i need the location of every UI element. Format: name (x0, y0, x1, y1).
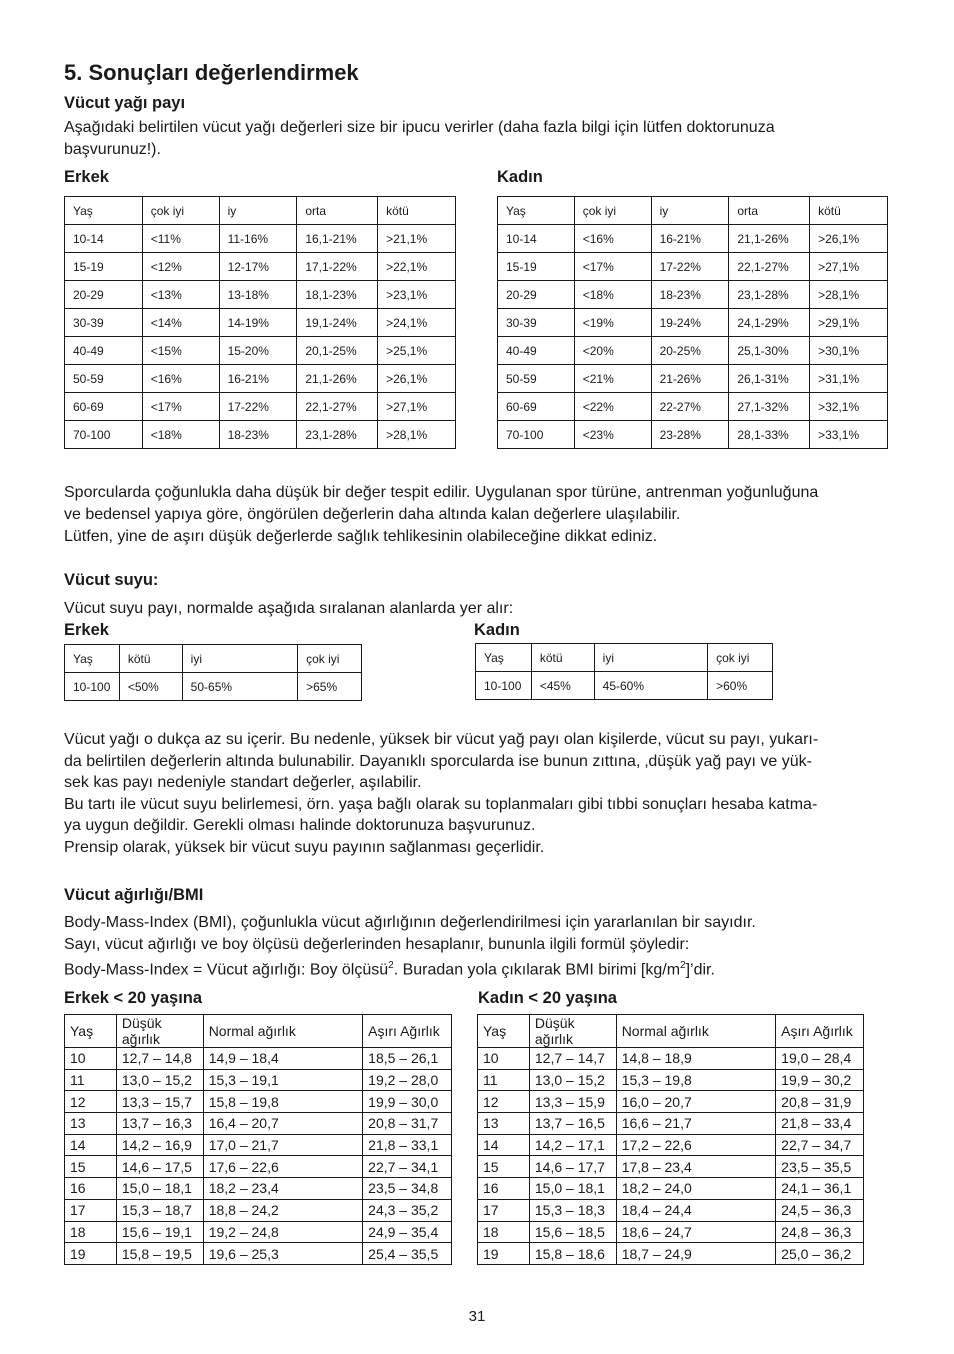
table-cell: 10-14 (65, 225, 143, 253)
bmi-male-table (64, 1014, 452, 1265)
table-cell: <19% (574, 309, 651, 337)
table-cell: 50-65% (182, 673, 297, 701)
table-cell: 15,3 – 19,1 (203, 1069, 362, 1091)
table-row (478, 1048, 864, 1070)
table-cell: 17,1-22% (297, 253, 378, 281)
column-header: çok iyi (708, 644, 773, 672)
table-row (498, 225, 888, 253)
table-cell: 12 (65, 1091, 117, 1113)
table-cell: 16 (478, 1178, 530, 1200)
table-cell: 12-17% (219, 253, 297, 281)
column-header: Aşırı Ağırlık (776, 1015, 864, 1048)
table-cell: 13,7 – 16,3 (116, 1113, 203, 1135)
water-text-line2: da belirtilen değerlerin altında bulunabilir. Dayanıklı sporcularda ise bunun zıttına, ‚düşük yağ payı ve yük- (64, 753, 812, 770)
bmi-heading: Vücut ağırlığı/BMI (64, 886, 204, 904)
table-row (65, 1178, 452, 1200)
table-cell: 18 (478, 1221, 530, 1243)
table-cell: 10 (65, 1048, 117, 1070)
table-cell: <16% (142, 365, 219, 393)
column-header: Normal ağırlık (203, 1015, 362, 1048)
table-cell: 15,8 – 19,8 (203, 1091, 362, 1113)
column-header: Düşük ağırlık (529, 1015, 616, 1048)
header-row (478, 1015, 864, 1048)
table-cell: <17% (142, 393, 219, 421)
table-cell: >65% (298, 673, 362, 701)
table-row (65, 1243, 452, 1265)
bmi-formula-sup2: 2 (680, 960, 686, 971)
table-cell: <12% (142, 253, 219, 281)
water-female-table (475, 643, 773, 700)
water-text-line6: Prensip olarak, yüksek bir vücut suyu payının sağlanması geçerlidir. (64, 839, 545, 856)
table-cell: <23% (574, 421, 651, 449)
header-row (65, 645, 362, 673)
table-cell: 16-21% (219, 365, 297, 393)
table-cell: >33,1% (810, 421, 888, 449)
column-header: Düşük ağırlık (116, 1015, 203, 1048)
table-cell: 17-22% (651, 253, 729, 281)
table-cell: 24,5 – 36,3 (776, 1199, 864, 1221)
table-cell: 11 (478, 1069, 530, 1091)
fat-female-table (497, 196, 888, 449)
table-cell: 19-24% (651, 309, 729, 337)
table-cell: 17,6 – 22,6 (203, 1156, 362, 1178)
bmi-formula-part1: Body-Mass-Index = Vücut ağırlığı: Boy ölçüsü (64, 961, 389, 979)
header-row (65, 197, 456, 225)
table-row (478, 1113, 864, 1135)
table-cell: <11% (142, 225, 219, 253)
table-cell: 15,0 – 18,1 (116, 1178, 203, 1200)
bmi-formula-part3: ]’dir. (685, 961, 715, 979)
table-cell: 24,9 – 35,4 (363, 1221, 452, 1243)
table-cell: >25,1% (378, 337, 456, 365)
table-cell: 17,8 – 23,4 (616, 1156, 775, 1178)
table-cell: 13 (478, 1113, 530, 1135)
column-header: orta (297, 197, 378, 225)
table-row (65, 1221, 452, 1243)
table-cell: <50% (119, 673, 182, 701)
column-header: kötü (378, 197, 456, 225)
table-cell: 18,2 – 23,4 (203, 1178, 362, 1200)
table-cell: 70-100 (498, 421, 575, 449)
table-cell: >27,1% (810, 253, 888, 281)
table-cell: 13,0 – 15,2 (529, 1069, 616, 1091)
table-row (478, 1091, 864, 1113)
table-row (65, 253, 456, 281)
table-row (498, 421, 888, 449)
table-cell: 30-39 (65, 309, 143, 337)
column-header: Yaş (476, 644, 532, 672)
table-cell: 16,0 – 20,7 (616, 1091, 775, 1113)
table-cell: 20,8 – 31,9 (776, 1091, 864, 1113)
bmi-formula-part2: . Buradan yola çıkılarak BMI birimi [kg/m (393, 961, 681, 979)
table-cell: 15,3 – 19,8 (616, 1069, 775, 1091)
table-row (478, 1156, 864, 1178)
table-cell: 20,8 – 31,7 (363, 1113, 452, 1135)
table-cell: 50-59 (498, 365, 575, 393)
table-cell: <13% (142, 281, 219, 309)
table-row (65, 337, 456, 365)
fat-male-table (64, 196, 456, 449)
column-header: çok iyi (298, 645, 362, 673)
column-header: çok iyi (142, 197, 219, 225)
column-header: iy (219, 197, 297, 225)
table-cell: 15,6 – 19,1 (116, 1221, 203, 1243)
table-row (65, 1199, 452, 1221)
table-row (65, 309, 456, 337)
table-cell: 20-29 (65, 281, 143, 309)
table-row (478, 1221, 864, 1243)
table-cell: 17,0 – 21,7 (203, 1134, 362, 1156)
table-row (478, 1178, 864, 1200)
column-header: kötü (119, 645, 182, 673)
column-header: Yaş (65, 197, 143, 225)
table-cell: 24,1 – 36,1 (776, 1178, 864, 1200)
table-cell: >24,1% (378, 309, 456, 337)
table-cell: 28,1-33% (729, 421, 810, 449)
table-cell: 19,9 – 30,2 (776, 1069, 864, 1091)
table-cell: 19,9 – 30,0 (363, 1091, 452, 1113)
table-cell: 60-69 (65, 393, 143, 421)
table-cell: 12,7 – 14,7 (529, 1048, 616, 1070)
table-row (65, 1091, 452, 1113)
table-cell: 14,2 – 16,9 (116, 1134, 203, 1156)
table-cell: >26,1% (378, 365, 456, 393)
table-cell: 23,5 – 35,5 (776, 1156, 864, 1178)
column-header: iy (651, 197, 729, 225)
table-cell: 21,8 – 33,4 (776, 1113, 864, 1135)
bmi-text-line2: Sayı, vücut ağırlığı ve boy ölçüsü değerlerinden hesaplanır, bununla ilgili formül şöyledir: (64, 936, 690, 953)
bmi-text-line1: Body-Mass-Index (BMI), çoğunlukla vücut ağırlığının değerlendirilmesi için yararlanılan bir sayıdır. (64, 914, 756, 931)
table-cell: 26,1-31% (729, 365, 810, 393)
table-cell: 17 (478, 1199, 530, 1221)
fat-intro-line2: başvurunuz!). (64, 141, 161, 158)
table-row (65, 1156, 452, 1178)
table-cell: 16,1-21% (297, 225, 378, 253)
table-cell: 14 (478, 1134, 530, 1156)
table-cell: <16% (574, 225, 651, 253)
water-female-label: Kadın (474, 621, 520, 639)
table-cell: 14,8 – 18,9 (616, 1048, 775, 1070)
table-cell: 12,7 – 14,8 (116, 1048, 203, 1070)
table-cell: 13,3 – 15,9 (529, 1091, 616, 1113)
bmi-text-line3 (64, 955, 715, 981)
table-cell: 18,8 – 24,2 (203, 1199, 362, 1221)
table-cell: >27,1% (378, 393, 456, 421)
table-cell: 16 (65, 1178, 117, 1200)
table-cell: 17,2 – 22,6 (616, 1134, 775, 1156)
table-row (478, 1134, 864, 1156)
table-cell: <20% (574, 337, 651, 365)
page-title: 5. Sonuçları değerlendirmek (64, 60, 359, 85)
table-cell: 45-60% (594, 672, 707, 700)
table-cell: 18,2 – 24,0 (616, 1178, 775, 1200)
water-text-line1: Vücut yağı o dukça az su içerir. Bu nedenle, yüksek bir vücut yağ payı olan kişilerde, vücut su payı, yukarı- (64, 731, 819, 748)
table-cell: 15-19 (65, 253, 143, 281)
table-cell: 20-25% (651, 337, 729, 365)
table-row (478, 1069, 864, 1091)
table-cell: 18,1-23% (297, 281, 378, 309)
table-cell: 40-49 (65, 337, 143, 365)
column-header: orta (729, 197, 810, 225)
table-cell: 15 (478, 1156, 530, 1178)
bmi-male-label: Erkek < 20 yaşına (64, 989, 203, 1007)
table-cell: 11-16% (219, 225, 297, 253)
column-header: kötü (810, 197, 888, 225)
fat-note-line3: Lütfen, yine de aşırı düşük değerlerde sağlık tehlikesinin olabileceğine dikkat ediniz. (64, 528, 658, 545)
table-row (498, 281, 888, 309)
table-cell: 15,0 – 18,1 (529, 1178, 616, 1200)
table-row (65, 1069, 452, 1091)
fat-note-line1: Sporcularda çoğunlukla daha düşük bir değer tespit edilir. Uygulanan spor türüne, antrenman yoğunluğuna (64, 484, 819, 501)
column-header: Aşırı Ağırlık (363, 1015, 452, 1048)
table-cell: 23,1-28% (729, 281, 810, 309)
table-cell: >23,1% (378, 281, 456, 309)
table-row (65, 673, 362, 701)
table-cell: >28,1% (810, 281, 888, 309)
table-cell: 27,1-32% (729, 393, 810, 421)
column-header: çok iyi (574, 197, 651, 225)
table-cell: 10 (478, 1048, 530, 1070)
table-cell: 22,1-27% (297, 393, 378, 421)
table-cell: 25,1-30% (729, 337, 810, 365)
table-row (498, 337, 888, 365)
table-cell: 13-18% (219, 281, 297, 309)
table-row (65, 365, 456, 393)
table-cell: 20,1-25% (297, 337, 378, 365)
table-cell: 16-21% (651, 225, 729, 253)
table-cell: 15,8 – 19,5 (116, 1243, 203, 1265)
table-row (65, 1113, 452, 1135)
table-cell: 21,1-26% (729, 225, 810, 253)
table-row (65, 1048, 452, 1070)
table-cell: 25,4 – 35,5 (363, 1243, 452, 1265)
table-cell: 11 (65, 1069, 117, 1091)
table-cell: 10-100 (476, 672, 532, 700)
table-cell: >32,1% (810, 393, 888, 421)
fat-female-label: Kadın (497, 168, 543, 186)
table-cell: 22-27% (651, 393, 729, 421)
table-row (65, 1134, 452, 1156)
table-row (498, 365, 888, 393)
table-cell: 21-26% (651, 365, 729, 393)
table-cell: 18,4 – 24,4 (616, 1199, 775, 1221)
table-cell: 18,7 – 24,9 (616, 1243, 775, 1265)
header-row (476, 644, 773, 672)
table-cell: >22,1% (378, 253, 456, 281)
table-cell: 13,7 – 16,5 (529, 1113, 616, 1135)
column-header: iyi (182, 645, 297, 673)
table-cell: <21% (574, 365, 651, 393)
table-cell: 19,2 – 24,8 (203, 1221, 362, 1243)
table-cell: 14-19% (219, 309, 297, 337)
table-cell: <15% (142, 337, 219, 365)
table-cell: <14% (142, 309, 219, 337)
column-header: Yaş (498, 197, 575, 225)
table-cell: 17-22% (219, 393, 297, 421)
fat-male-label: Erkek (64, 168, 109, 186)
table-cell: 14,6 – 17,5 (116, 1156, 203, 1178)
table-cell: 19,0 – 28,4 (776, 1048, 864, 1070)
table-cell: 14,2 – 17,1 (529, 1134, 616, 1156)
table-cell: 22,7 – 34,1 (363, 1156, 452, 1178)
table-cell: 14 (65, 1134, 117, 1156)
table-cell: 18,6 – 24,7 (616, 1221, 775, 1243)
table-cell: <17% (574, 253, 651, 281)
fat-heading: Vücut yağı payı (64, 94, 186, 112)
water-male-table (64, 644, 362, 701)
water-heading: Vücut suyu: (64, 571, 159, 589)
table-cell: 18 (65, 1221, 117, 1243)
table-row (478, 1243, 864, 1265)
table-cell: 14,6 – 17,7 (529, 1156, 616, 1178)
table-cell: 19,1-24% (297, 309, 378, 337)
table-row (498, 309, 888, 337)
table-cell: >31,1% (810, 365, 888, 393)
header-row (65, 1015, 452, 1048)
table-cell: 15-19 (498, 253, 575, 281)
table-cell: 10-14 (498, 225, 575, 253)
table-row (498, 393, 888, 421)
table-cell: >21,1% (378, 225, 456, 253)
table-cell: 13,3 – 15,7 (116, 1091, 203, 1113)
table-cell: 15 (65, 1156, 117, 1178)
table-cell: 12 (478, 1091, 530, 1113)
table-cell: 18-23% (651, 281, 729, 309)
table-row (65, 281, 456, 309)
page-number: 31 (468, 1308, 486, 1325)
table-cell: 24,8 – 36,3 (776, 1221, 864, 1243)
table-cell: 15-20% (219, 337, 297, 365)
table-cell: <22% (574, 393, 651, 421)
table-cell: 16,4 – 20,7 (203, 1113, 362, 1135)
table-cell: 19,6 – 25,3 (203, 1243, 362, 1265)
table-cell: <18% (142, 421, 219, 449)
table-cell: 10-100 (65, 673, 120, 701)
table-cell: 30-39 (498, 309, 575, 337)
table-row (65, 393, 456, 421)
bmi-female-label: Kadın < 20 yaşına (478, 989, 617, 1007)
water-text-line5: ya uygun değildir. Gerekli olması halinde doktorunuza başvurunuz. (64, 817, 536, 834)
column-header: Yaş (65, 645, 120, 673)
table-cell: 70-100 (65, 421, 143, 449)
table-cell: 14,9 – 18,4 (203, 1048, 362, 1070)
table-row (65, 421, 456, 449)
table-cell: >28,1% (378, 421, 456, 449)
table-cell: 23,5 – 34,8 (363, 1178, 452, 1200)
column-header: Yaş (65, 1015, 117, 1048)
table-cell: >60% (708, 672, 773, 700)
bmi-formula-sup1: 2 (388, 960, 394, 971)
table-cell: 25,0 – 36,2 (776, 1243, 864, 1265)
table-cell: 22,7 – 34,7 (776, 1134, 864, 1156)
table-cell: >29,1% (810, 309, 888, 337)
table-cell: 21,8 – 33,1 (363, 1134, 452, 1156)
fat-intro-line1: Aşağıdaki belirtilen vücut yağı değerleri size bir ipucu verirler (daha fazla bilgi için lütfen doktorunuza (64, 119, 775, 136)
table-cell: 50-59 (65, 365, 143, 393)
table-cell: 16,6 – 21,7 (616, 1113, 775, 1135)
table-cell: <45% (531, 672, 594, 700)
column-header: kötü (531, 644, 594, 672)
table-cell: 15,8 – 18,6 (529, 1243, 616, 1265)
table-cell: 18,5 – 26,1 (363, 1048, 452, 1070)
table-cell: 15,6 – 18,5 (529, 1221, 616, 1243)
table-cell: 13 (65, 1113, 117, 1135)
water-text-line3: sek kas payı nedeniyle standart değerler, aşılabilir. (64, 774, 422, 791)
table-cell: >26,1% (810, 225, 888, 253)
bmi-female-table (477, 1014, 864, 1265)
water-male-label: Erkek (64, 621, 109, 639)
table-row (65, 225, 456, 253)
header-row (498, 197, 888, 225)
table-cell: 19,2 – 28,0 (363, 1069, 452, 1091)
water-text-line4: Bu tartı ile vücut suyu belirlemesi, örn. yaşa bağlı olarak su toplanmaları gibi tıbbi sonuçları hesaba katma- (64, 796, 818, 813)
table-cell: 40-49 (498, 337, 575, 365)
table-cell: 23,1-28% (297, 421, 378, 449)
table-row (478, 1199, 864, 1221)
table-cell: 19 (478, 1243, 530, 1265)
table-cell: 19 (65, 1243, 117, 1265)
table-cell: 17 (65, 1199, 117, 1221)
table-cell: >30,1% (810, 337, 888, 365)
table-row (498, 253, 888, 281)
table-cell: <18% (574, 281, 651, 309)
table-row (476, 672, 773, 700)
water-intro: Vücut suyu payı, normalde aşağıda sıralanan alanlarda yer alır: (64, 600, 514, 617)
table-cell: 60-69 (498, 393, 575, 421)
table-cell: 15,3 – 18,7 (116, 1199, 203, 1221)
table-cell: 18-23% (219, 421, 297, 449)
column-header: iyi (594, 644, 707, 672)
table-cell: 21,1-26% (297, 365, 378, 393)
table-cell: 13,0 – 15,2 (116, 1069, 203, 1091)
table-cell: 24,3 – 35,2 (363, 1199, 452, 1221)
fat-note-line2: ve bedensel yapıya göre, öngörülen değerlerin daha altında kalan değerlere ulaşılabilir. (64, 506, 681, 523)
table-cell: 22,1-27% (729, 253, 810, 281)
column-header: Normal ağırlık (616, 1015, 775, 1048)
table-cell: 24,1-29% (729, 309, 810, 337)
table-cell: 20-29 (498, 281, 575, 309)
table-cell: 23-28% (651, 421, 729, 449)
column-header: Yaş (478, 1015, 530, 1048)
table-cell: 15,3 – 18,3 (529, 1199, 616, 1221)
